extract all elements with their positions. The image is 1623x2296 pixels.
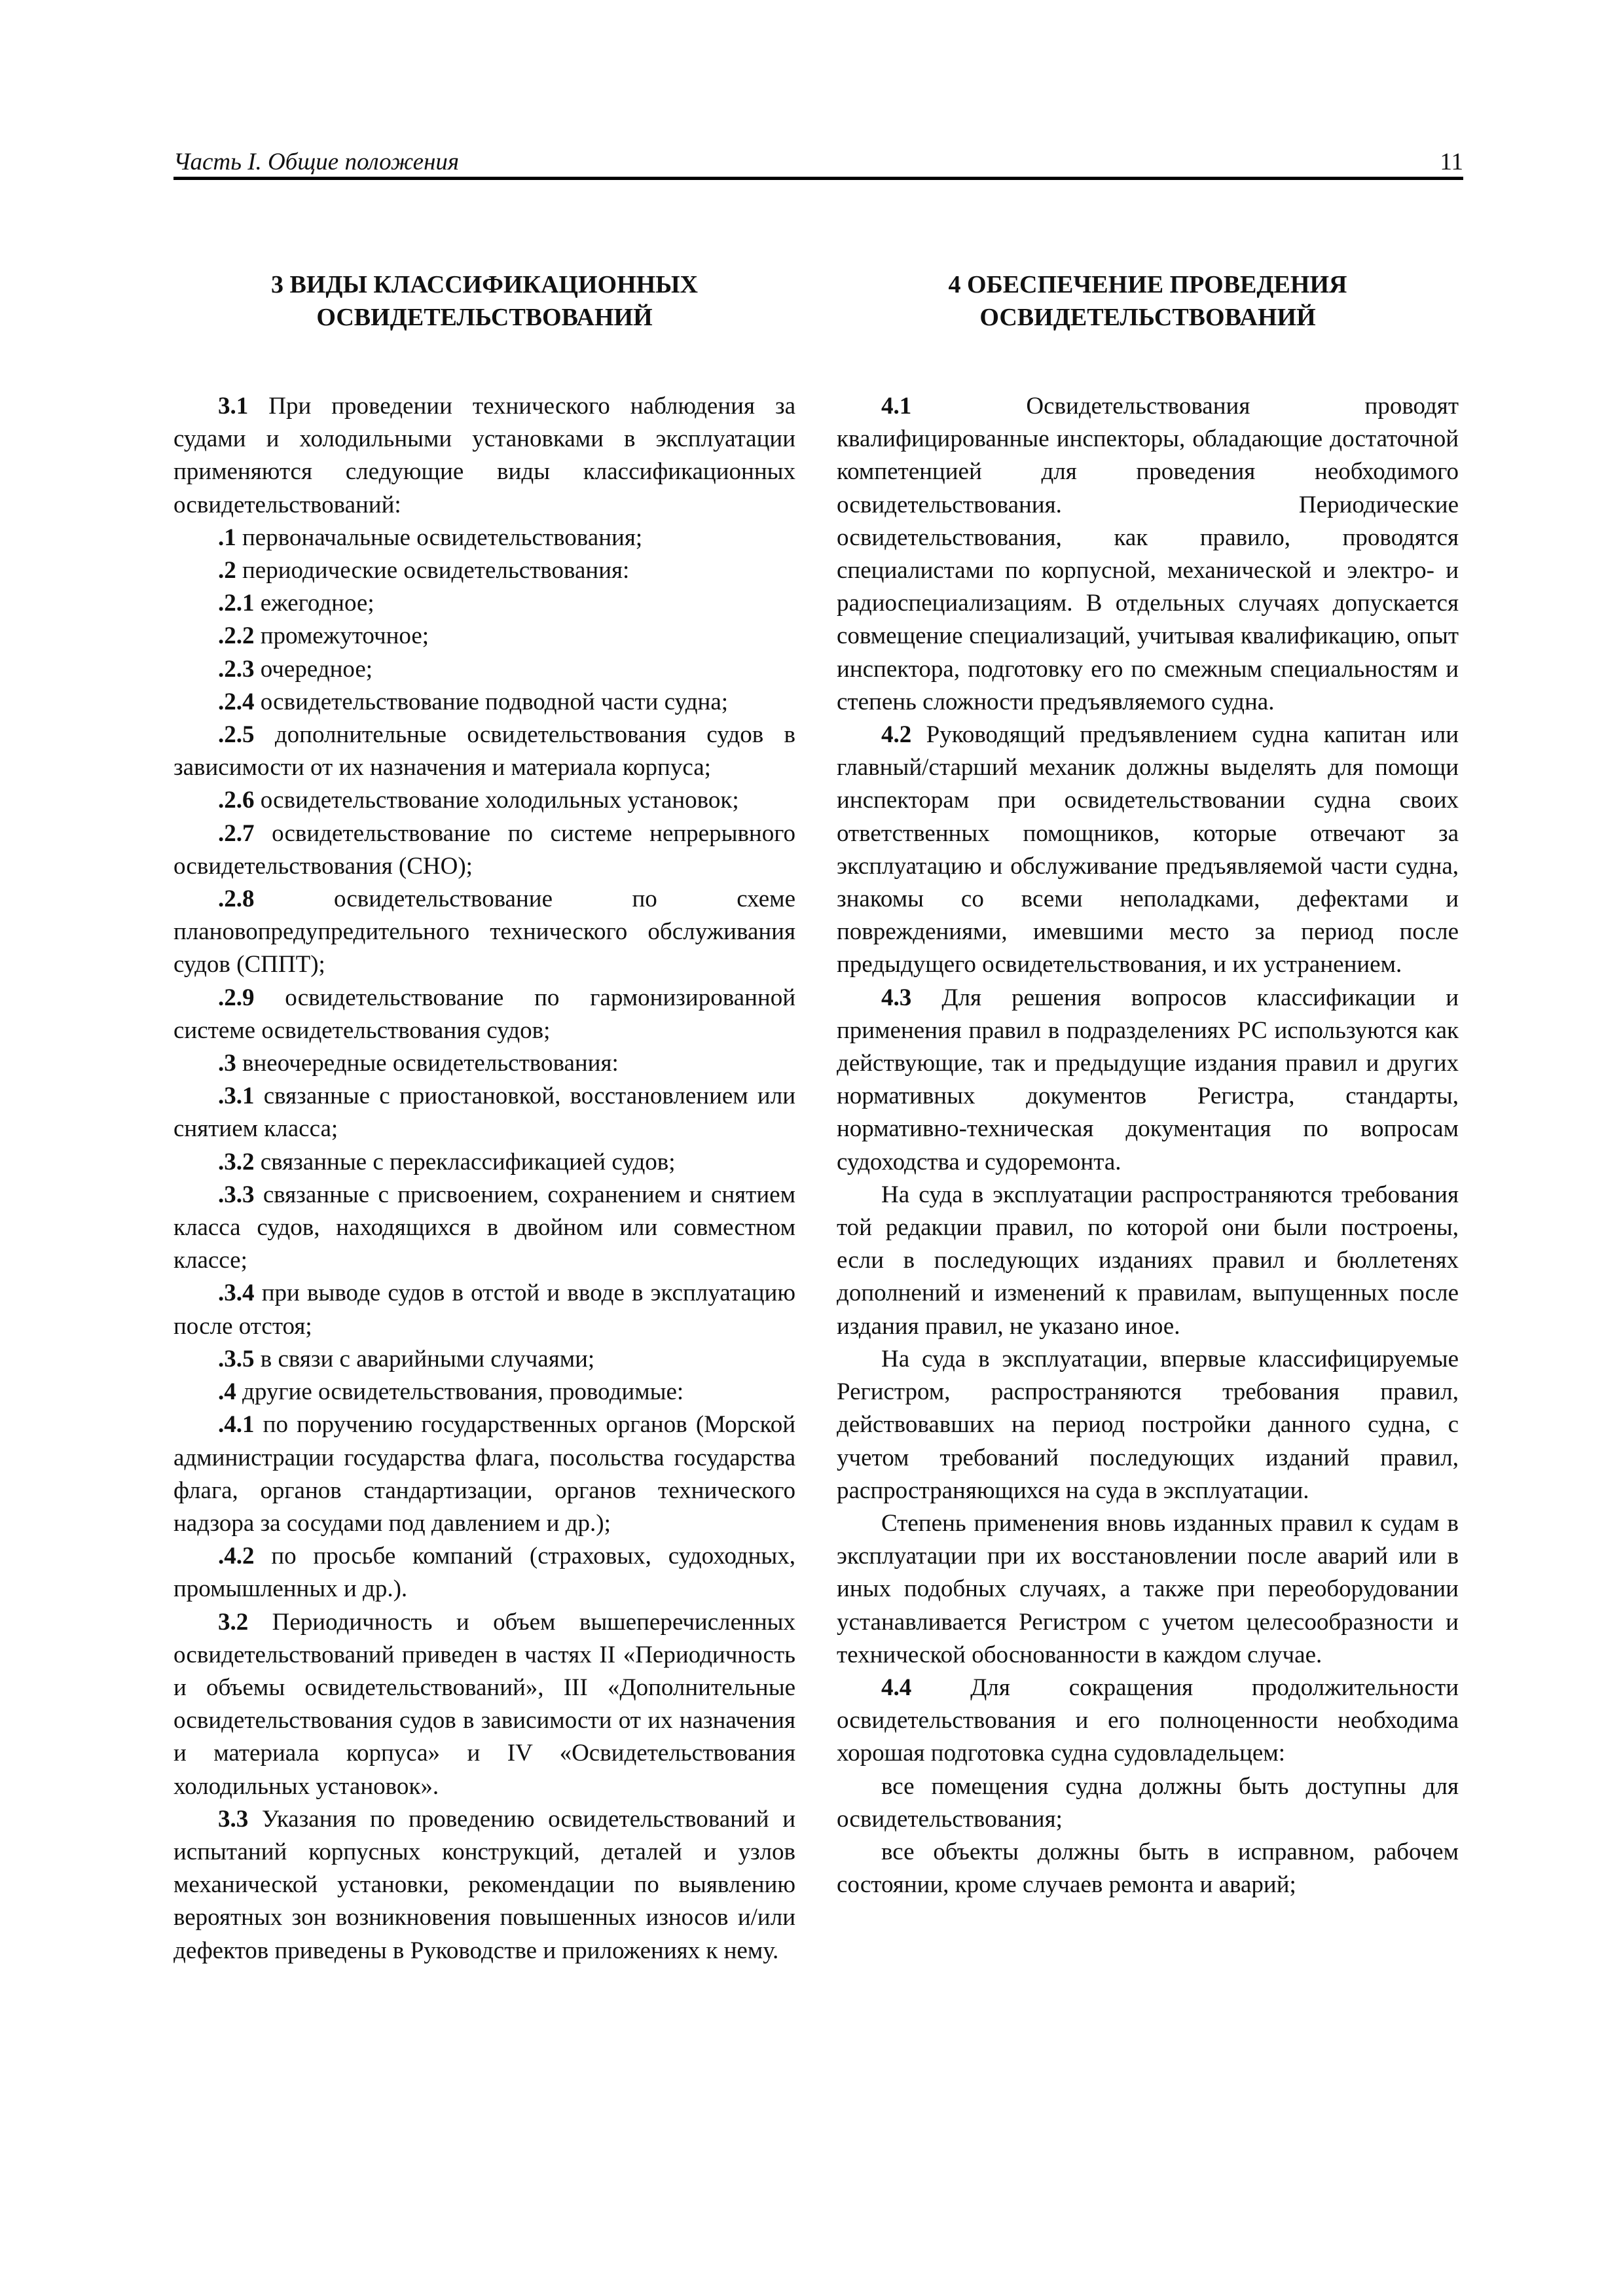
paragraph [173, 587, 795, 620]
paragraph-text: связанные с присвоением, сохранением и снятием класса судов, находящихся в двойном или совместном классе; [173, 1181, 795, 1274]
clause-number: .3.3 [218, 1181, 255, 1208]
paragraph-text: освидетельствование подводной части судна; [254, 688, 729, 715]
paragraph-text: При проведении технического наблюдения за судами и холодильными установками в эксплуатации применяются следующие виды классификационных освидетельствований: [173, 393, 795, 518]
paragraph [173, 1179, 795, 1278]
clause-number: .4.1 [218, 1411, 255, 1439]
section-3-heading: 3 ВИДЫ КЛАССИФИКАЦИОННЫХ ОСВИДЕТЕЛЬСТВОВАНИЙ [271, 271, 698, 331]
clause-number: .2.6 [218, 787, 255, 814]
paragraph-text: связанные с переклассификацией судов; [254, 1148, 676, 1175]
paragraph-text: промежуточное; [254, 622, 429, 650]
right-column [837, 268, 1459, 1901]
clause-number: .3 [218, 1050, 236, 1077]
paragraph [173, 1080, 795, 1145]
paragraph [173, 1343, 795, 1376]
paragraph [173, 982, 795, 1047]
paragraph [837, 1179, 1459, 1343]
paragraph [837, 1343, 1459, 1507]
clause-number: 3.1 [218, 393, 249, 420]
clause-number: .3.4 [218, 1280, 255, 1307]
clause-number: .2.5 [218, 721, 255, 749]
page-number: 11 [1440, 149, 1463, 175]
clause-number: 3.2 [218, 1608, 249, 1636]
paragraph-text: по поручению государственных органов (Морской администрации государства флага, посольства государства флага, органов стандартизации, органов технического надзора за сосудами под давлением и др.); [173, 1411, 795, 1537]
paragraph-text: Для решения вопросов классификации и применения правил в подразделениях РС используются как действующие, так и предыдущие издания правил и других нормативных документов Регистра, стандарты, нормативно-техническая документация по вопросам судоходства и судоремонта. [837, 984, 1459, 1175]
paragraph-text: при выводе судов в отстой и вводе в эксплуатацию после отстоя; [173, 1280, 795, 1340]
clause-number: .2.1 [218, 590, 255, 617]
paragraph-text: Руководящий предъявлением судна капитан или главный/старший механик должны выделять для помощи инспекторам при освидетельствовании судна своих ответственных помощников, которые отвечают за эксплуатацию и обслуживание предъявляемой части судна, знакомы со всеми неполадками, дефектами и повреждениями, имевшими место за период после предыдущего освидетельствования, и их устранением. [837, 721, 1459, 978]
paragraph-text: другие освидетельствования, проводимые: [236, 1378, 684, 1406]
paragraph-text: Степень применения вновь изданных правил к судам в эксплуатации при их восстановлении после аварий или в иных подобных случаях, а также при переоборудовании устанавливается Регистром с учетом целесообразности и технической обоснованности в каждом случае. [837, 1509, 1459, 1668]
paragraph [173, 1606, 795, 1803]
paragraph [173, 390, 795, 522]
paragraph [173, 653, 795, 686]
paragraph [173, 1376, 795, 1408]
paragraph-text: все помещения судна должны быть доступны для освидетельствования; [837, 1772, 1459, 1833]
clause-number: 4.3 [881, 984, 912, 1011]
section-3-body [173, 390, 795, 1967]
paragraph [173, 522, 795, 554]
clause-number: .3.1 [218, 1083, 255, 1110]
clause-number: .4 [218, 1378, 236, 1406]
paragraph-text: освидетельствование холодильных установок; [254, 787, 739, 814]
paragraph [173, 817, 795, 883]
paragraph [173, 554, 795, 587]
paragraph [837, 390, 1459, 719]
paragraph-text: ежегодное; [254, 590, 374, 617]
paragraph-text: все объекты должны быть в исправном, рабочем состоянии, кроме случаев ремонта и аварий; [837, 1838, 1459, 1899]
paragraph-text: Периодичность и объем вышеперечисленных освидетельствований приведен в частях II «Периодичность и объемы освидетельствований», III «Дополнительные освидетельствования судов в зависимости от их назначения и материала корпуса» и IV «Освидетельствования холодильных установок». [173, 1608, 795, 1800]
section-4-heading: 4 ОБЕСПЕЧЕНИЕ ПРОВЕДЕНИЯ ОСВИДЕТЕЛЬСТВОВАНИЙ [948, 271, 1347, 331]
clause-number: .4.2 [218, 1543, 255, 1570]
paragraph [173, 1047, 795, 1080]
paragraph [837, 1836, 1459, 1901]
paragraph [837, 1507, 1459, 1672]
paragraph-text: в связи с аварийными случаями; [254, 1345, 595, 1372]
paragraph-text: дополнительные освидетельствования судов в зависимости от их назначения и материала корпуса; [173, 721, 795, 781]
clause-number: .2.3 [218, 655, 255, 683]
page-header [173, 145, 1463, 180]
clause-number: .2.9 [218, 984, 255, 1011]
paragraph-text: Для сокращения продолжительности освидетельствования и его полноценности необходима хорошая подготовка судна судовладельцем: [837, 1674, 1459, 1767]
paragraph [173, 1408, 795, 1540]
paragraph [173, 883, 795, 982]
section-4-body [837, 390, 1459, 1901]
paragraph [173, 686, 795, 719]
paragraph-text: освидетельствование по схеме плановопредупредительного технического обслуживания судов (СППТ); [173, 886, 795, 978]
running-title: Часть I. Общие положения [173, 149, 460, 175]
clause-number: 4.2 [881, 721, 912, 749]
paragraph [173, 1146, 795, 1179]
paragraph-text: периодические освидетельствования: [236, 557, 630, 584]
paragraph-text: связанные с приостановкой, восстановлением или снятием класса; [173, 1083, 795, 1143]
paragraph [173, 1540, 795, 1605]
clause-number: .2 [218, 557, 236, 584]
paragraph [837, 982, 1459, 1179]
paragraph [173, 1277, 795, 1342]
clause-number: 4.1 [881, 393, 912, 420]
paragraph-text: очередное; [254, 655, 373, 683]
paragraph [173, 620, 795, 653]
paragraph-text: внеочередные освидетельствования: [236, 1050, 619, 1077]
paragraph-text: освидетельствование по системе непрерывного освидетельствования (СНО); [173, 819, 795, 880]
paragraph [173, 719, 795, 784]
paragraph-text: Указания по проведению освидетельствований и испытаний корпусных конструкций, деталей и узлов механической установки, рекомендации по выявлению вероятных зон возникновения повышенных износов и/или дефектов приведены в Руководстве и приложениях к нему. [173, 1805, 795, 1964]
paragraph [837, 1770, 1459, 1836]
left-column [173, 268, 795, 1967]
paragraph-text: освидетельствование по гармонизированной системе освидетельствования судов; [173, 984, 795, 1044]
paragraph [173, 784, 795, 817]
paragraph-text: первоначальные освидетельствования; [236, 524, 643, 551]
clause-number: .2.7 [218, 819, 255, 847]
clause-number: .1 [218, 524, 236, 551]
clause-number: .3.5 [218, 1345, 255, 1372]
clause-number: 4.4 [881, 1674, 912, 1701]
paragraph-text: На суда в эксплуатации, впервые классифицируемые Регистром, распространяются требования правил, действовавших на период постройки данного судна, с учетом требований последующих изданий правил, распространяющихся на суда в эксплуатации. [837, 1345, 1459, 1504]
paragraph [173, 1803, 795, 1967]
clause-number: .3.2 [218, 1148, 255, 1175]
clause-number: 3.3 [218, 1805, 249, 1833]
paragraph [837, 719, 1459, 982]
paragraph-text: Освидетельствования проводят квалифицированные инспекторы, обладающие достаточной компетенцией для проведения необходимого освидетельствования. Периодические освидетельствования, как правило, проводятся специалистами по корпусной, механической и электро- и радиоспециализациям. В отдельных случаях допускается совмещение специализаций, учитывая квалификацию, опыт инспектора, подготовку его по смежным специальностям и степень сложности предъявляемого судна. [837, 393, 1459, 715]
clause-number: .2.8 [218, 886, 255, 913]
paragraph [837, 1672, 1459, 1770]
clause-number: .2.4 [218, 688, 255, 715]
paragraph-text: На суда в эксплуатации распространяются требования той редакции правил, по которой они были построены, если в последующих изданиях правил и бюллетенях дополнений и изменений к правилам, выпущенных после издания правил, не указано иное. [837, 1181, 1459, 1340]
paragraph-text: по просьбе компаний (страховых, судоходных, промышленных и др.). [173, 1543, 795, 1603]
clause-number: .2.2 [218, 622, 255, 650]
